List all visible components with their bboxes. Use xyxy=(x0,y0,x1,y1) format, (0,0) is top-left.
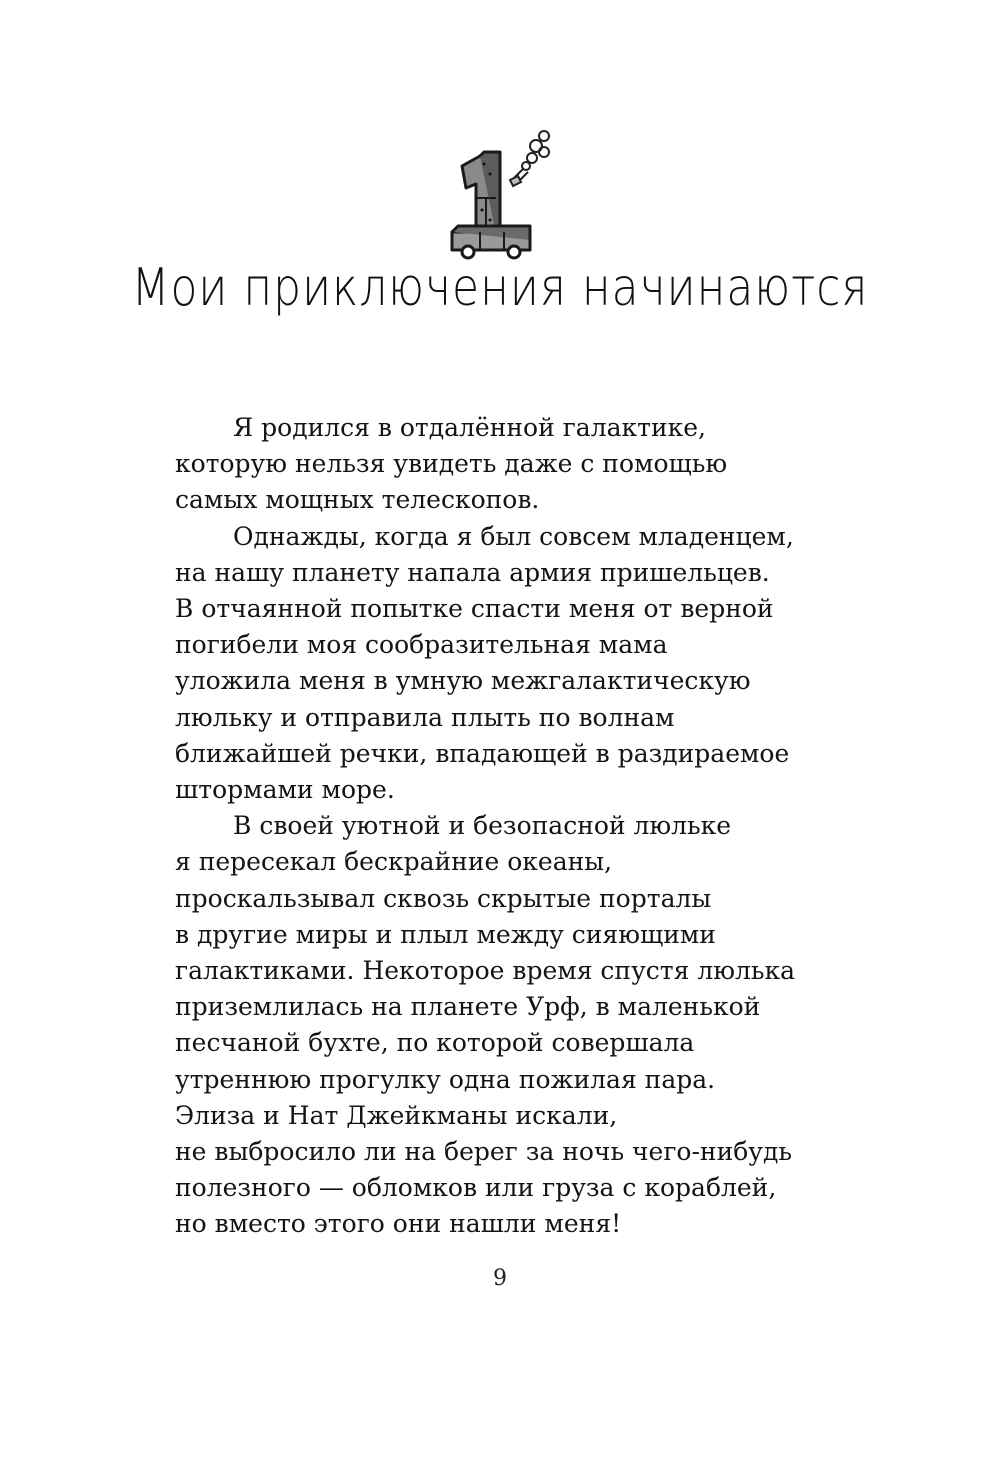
paragraph xyxy=(175,519,825,809)
text-line: ближайшей речки, впадающей в раздираемое xyxy=(175,738,790,768)
page-number: 9 xyxy=(493,1266,507,1291)
text-line: я пересекал бескрайние океаны, xyxy=(175,847,613,877)
text-line: погибели моя сообразительная мама xyxy=(175,630,668,660)
paragraph xyxy=(175,808,825,1242)
text-line: уложила меня в умную межгалактическую xyxy=(175,666,751,696)
text-line: самых мощных телескопов. xyxy=(175,485,540,515)
text-line: песчаной бухте, по которой совершала xyxy=(175,1028,695,1058)
text-line: в другие миры и плыл между сияющими xyxy=(175,919,716,949)
text-line: которую нельзя увидеть даже с помощью xyxy=(175,449,728,479)
text-line: галактиками. Некоторое время спустя люлька xyxy=(175,956,796,986)
text-line: приземлилась на планете Урф, в маленькой xyxy=(175,992,761,1022)
text-line: штормами море. xyxy=(175,775,395,805)
body-text xyxy=(175,410,825,1243)
text-line: В своей уютной и безопасной люльке xyxy=(233,811,732,841)
text-line: но вместо этого они нашли меня! xyxy=(175,1209,622,1239)
text-line: Элиза и Нат Джейкманы искали, xyxy=(175,1100,618,1130)
robot-number-one-icon xyxy=(440,122,570,262)
text-line: Я родился в отдалённой галактике, xyxy=(233,413,706,442)
text-line: люльку и отправила плыть по волнам xyxy=(175,702,675,732)
text-line: проскальзывал сквозь скрытые порталы xyxy=(175,883,712,913)
text-line: Однажды, когда я был совсем младенцем, xyxy=(233,521,794,551)
text-line: утреннюю прогулку одна пожилая пара. xyxy=(175,1064,716,1094)
text-line: не выбросило ли на берег за ночь чего-нибудь xyxy=(175,1137,793,1167)
text-line: полезного — обломков или груза с кораблей, xyxy=(175,1173,777,1203)
text-line: на нашу планету напала армия пришельцев. xyxy=(175,557,770,587)
text-line: В отчаянной попытке спасти меня от верной xyxy=(175,594,774,624)
chapter-title: Мои приключения начинаются xyxy=(131,258,869,319)
paragraph xyxy=(175,410,825,519)
